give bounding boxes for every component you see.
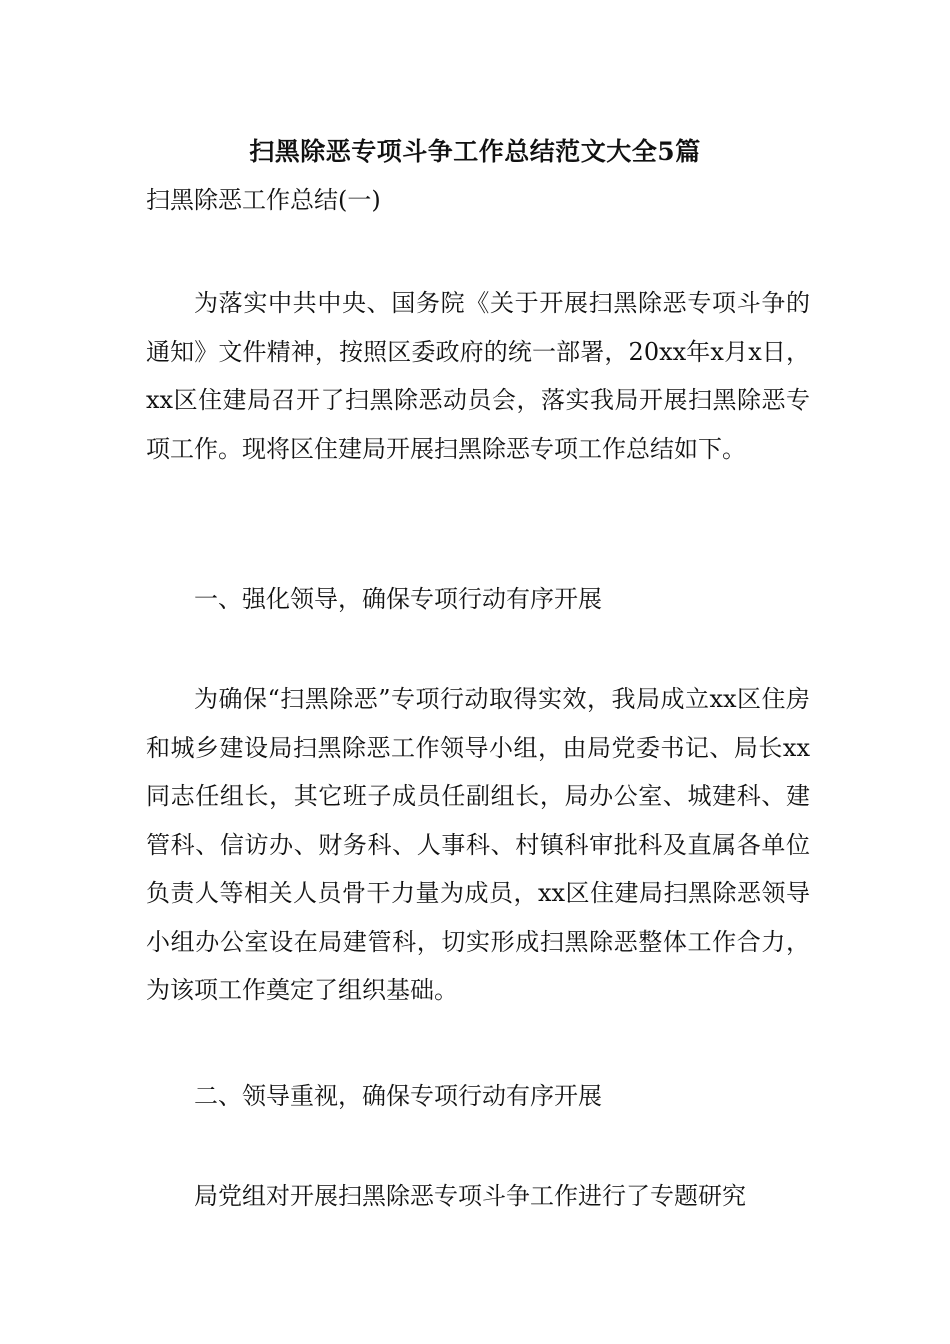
document-subtitle: 扫黑除恶工作总结(一) (146, 186, 381, 214)
paragraph-intro: 为落实中共中央、国务院《关于开展扫黑除恶专项斗争的通知》文件精神，按照区委政府的统一部署，20xx年x月x日，xx区住建局召开了扫黑除恶动员会，落实我局开展扫黑除恶专项工作。现将区住建局开展扫黑除恶专项工作总结如下。 (146, 289, 810, 463)
document-title: 扫黑除恶专项斗争工作总结范文大全5篇 (249, 137, 701, 166)
paragraph-section-2: 局党组对开展扫黑除恶专项斗争工作进行了专题研究 (194, 1182, 746, 1210)
section-heading-2: 二、领导重视，确保专项行动有序开展 (194, 1082, 602, 1110)
section-heading-1: 一、强化领导，确保专项行动有序开展 (194, 585, 602, 613)
paragraph-section-1: 为确保“扫黑除恶”专项行动取得实效，我局成立xx区住房和城乡建设局扫黑除恶工作领导小组，由局党委书记、局长xx同志任组长，其它班子成员任副组长，局办公室、城建科、建管科、信访办、财务科、人事科、村镇科审批科及直属各单位负责人等相关人员骨干力量为成员，xx区住建局扫黑除恶领导小组办公室设在局建管科，切实形成扫黑除恶整体工作合力，为该项工作奠定了组织基础。 (146, 685, 810, 1004)
